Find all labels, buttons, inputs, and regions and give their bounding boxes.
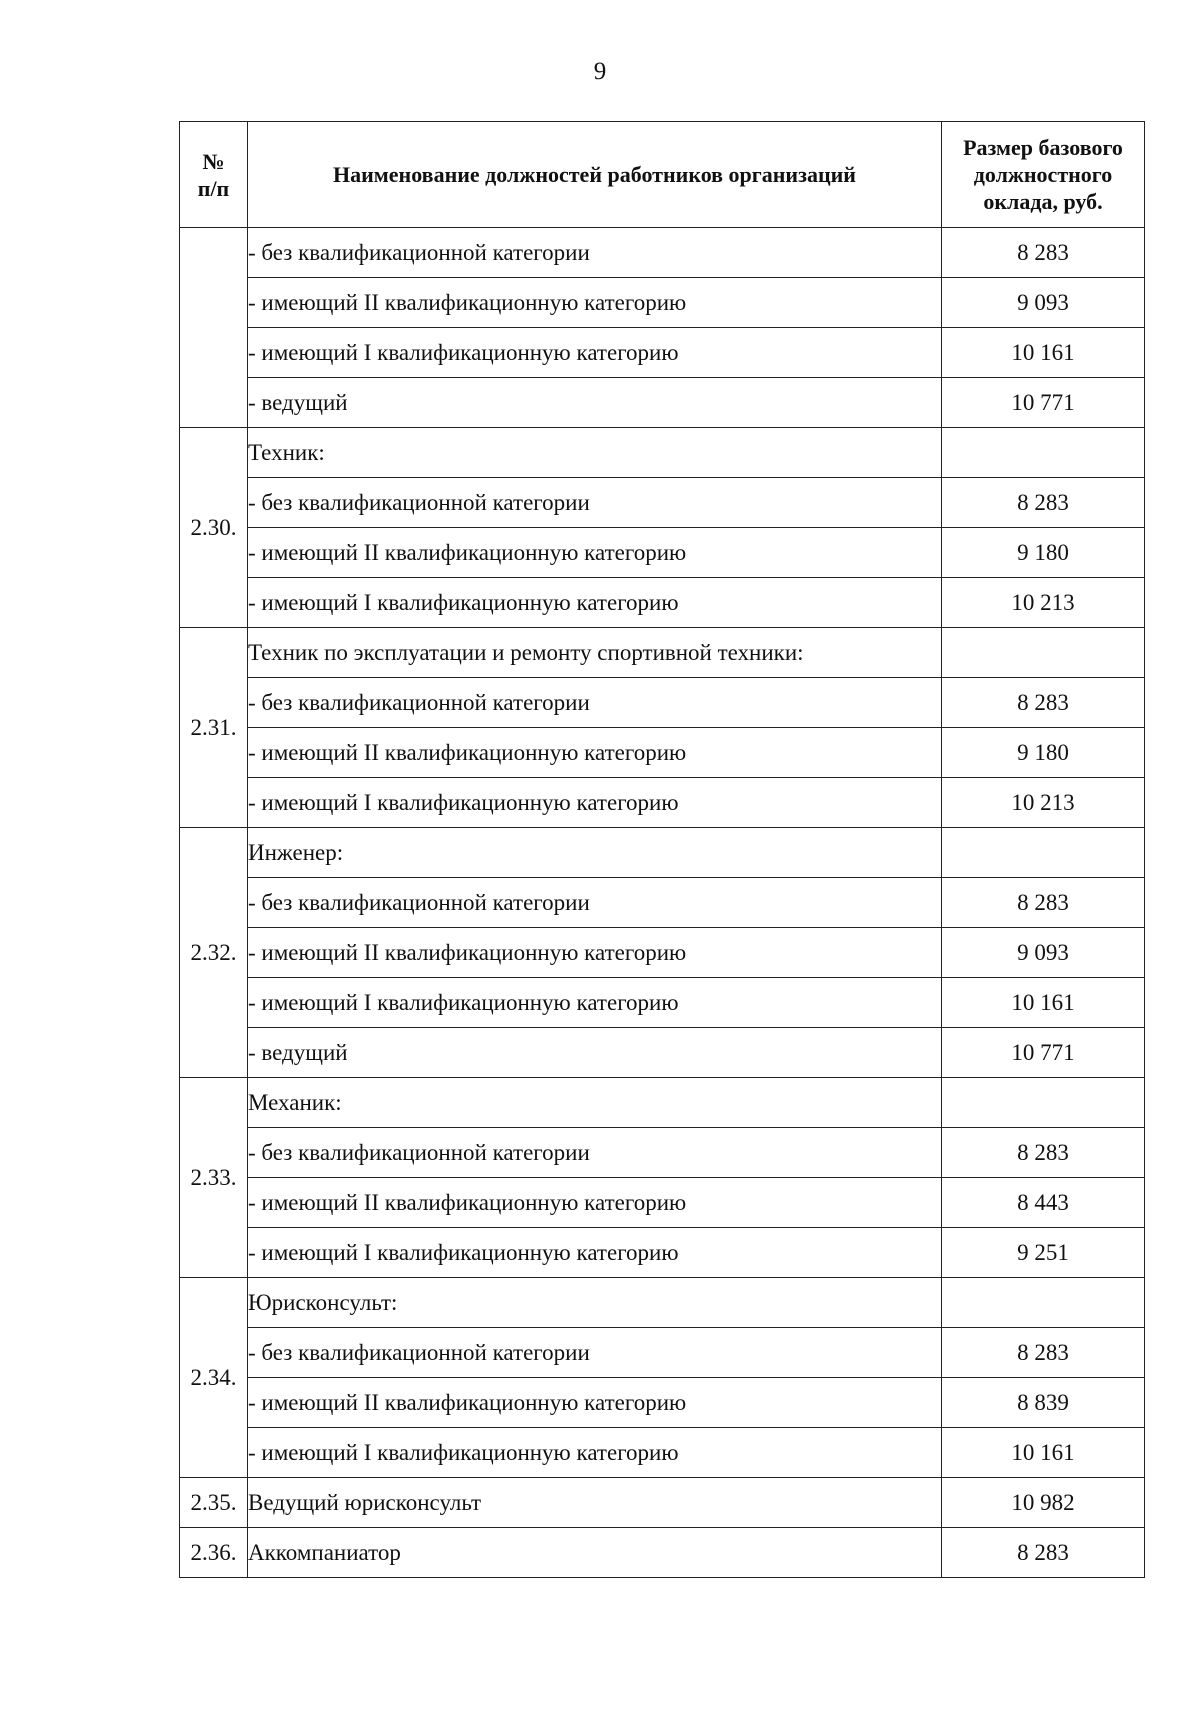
salary-amount: 8 283	[942, 878, 1145, 928]
salary-amount: 8 283	[942, 1328, 1145, 1378]
position-name: - ведущий	[248, 1028, 942, 1078]
table-row	[180, 728, 1145, 778]
salary-amount	[942, 1078, 1145, 1128]
table-row	[180, 228, 1145, 278]
table-body	[180, 228, 1145, 1578]
salary-amount: 10 771	[942, 1028, 1145, 1078]
table-row	[180, 928, 1145, 978]
position-name: - имеющий II квалификационную категорию	[248, 728, 942, 778]
position-name: Механик:	[248, 1078, 942, 1128]
position-name: Ведущий юрисконсульт	[248, 1478, 942, 1528]
position-name: - имеющий I квалификационную категорию	[248, 1228, 942, 1278]
table-row	[180, 828, 1145, 878]
position-name: - имеющий I квалификационную категорию	[248, 328, 942, 378]
table-row	[180, 1078, 1145, 1128]
position-name: - без квалификационной категории	[248, 228, 942, 278]
salary-amount: 8 443	[942, 1178, 1145, 1228]
table-row	[180, 1478, 1145, 1528]
position-name: - имеющий II квалификационную категорию	[248, 528, 942, 578]
salary-amount	[942, 628, 1145, 678]
salary-amount: 8 283	[942, 1528, 1145, 1578]
table-row	[180, 1328, 1145, 1378]
position-name: - ведущий	[248, 378, 942, 428]
table-row	[180, 378, 1145, 428]
position-name: - без квалификационной категории	[248, 478, 942, 528]
table-row	[180, 278, 1145, 328]
table-row	[180, 1278, 1145, 1328]
header-number-line: п/п	[197, 175, 230, 201]
header-number	[180, 122, 248, 228]
header-salary-line: Размер базового	[963, 135, 1123, 160]
position-name: - без квалификационной категории	[248, 1328, 942, 1378]
header-salary-line: оклада, руб.	[983, 189, 1103, 214]
salary-amount: 10 161	[942, 1428, 1145, 1478]
salary-amount	[942, 828, 1145, 878]
table-row	[180, 878, 1145, 928]
row-number: 2.33.	[180, 1078, 248, 1278]
row-number	[180, 228, 248, 428]
salary-amount	[942, 1278, 1145, 1328]
salary-amount: 9 093	[942, 278, 1145, 328]
header-number-line: №	[202, 148, 225, 174]
position-name: - имеющий I квалификационную категорию	[248, 978, 942, 1028]
position-name: - имеющий II квалификационную категорию	[248, 1178, 942, 1228]
position-name: - имеющий II квалификационную категорию	[248, 928, 942, 978]
table-row	[180, 328, 1145, 378]
position-name: Юрисконсульт:	[248, 1278, 942, 1328]
salary-amount: 9 180	[942, 528, 1145, 578]
salary-amount: 8 839	[942, 1378, 1145, 1428]
salary-amount: 9 180	[942, 728, 1145, 778]
position-name: Техник по эксплуатации и ремонту спортивной техники:	[248, 628, 942, 678]
table-row	[180, 1428, 1145, 1478]
table-row	[180, 628, 1145, 678]
table-row	[180, 428, 1145, 478]
table-row	[180, 1528, 1145, 1578]
position-name: Аккомпаниатор	[248, 1528, 942, 1578]
header-salary	[942, 122, 1145, 228]
table-row	[180, 1228, 1145, 1278]
salary-amount: 8 283	[942, 228, 1145, 278]
position-name: - имеющий II квалификационную категорию	[248, 278, 942, 328]
position-name: - без квалификационной категории	[248, 878, 942, 928]
row-number: 2.32.	[180, 828, 248, 1078]
page-number: 9	[593, 58, 607, 85]
salary-amount: 10 161	[942, 978, 1145, 1028]
row-number: 2.36.	[180, 1528, 248, 1578]
salary-amount: 10 161	[942, 328, 1145, 378]
salary-amount: 8 283	[942, 1128, 1145, 1178]
salary-amount: 10 213	[942, 578, 1145, 628]
salary-amount: 10 982	[942, 1478, 1145, 1528]
salary-amount: 9 251	[942, 1228, 1145, 1278]
table-row	[180, 528, 1145, 578]
salary-amount: 8 283	[942, 478, 1145, 528]
table-row	[180, 1178, 1145, 1228]
table-row	[180, 678, 1145, 728]
salary-table	[179, 121, 1145, 1578]
salary-amount: 9 093	[942, 928, 1145, 978]
table-row	[180, 978, 1145, 1028]
header-salary-line: должностного	[973, 162, 1113, 187]
table-row	[180, 478, 1145, 528]
header-row	[180, 122, 1145, 228]
table-row	[180, 1128, 1145, 1178]
row-number: 2.30.	[180, 428, 248, 628]
table-row	[180, 578, 1145, 628]
position-name: - без квалификационной категории	[248, 1128, 942, 1178]
salary-amount: 10 213	[942, 778, 1145, 828]
header-position-name: Наименование должностей работников организаций	[248, 122, 942, 228]
table-row	[180, 1028, 1145, 1078]
row-number: 2.34.	[180, 1278, 248, 1478]
salary-amount	[942, 428, 1145, 478]
table-header	[180, 122, 1145, 228]
position-name: Инженер:	[248, 828, 942, 878]
table-row	[180, 778, 1145, 828]
position-name: - имеющий I квалификационную категорию	[248, 1428, 942, 1478]
position-name: Техник:	[248, 428, 942, 478]
row-number: 2.31.	[180, 628, 248, 828]
position-name: - имеющий II квалификационную категорию	[248, 1378, 942, 1428]
table-row	[180, 1378, 1145, 1428]
salary-amount: 10 771	[942, 378, 1145, 428]
position-name: - без квалификационной категории	[248, 678, 942, 728]
position-name: - имеющий I квалификационную категорию	[248, 578, 942, 628]
position-name: - имеющий I квалификационную категорию	[248, 778, 942, 828]
row-number: 2.35.	[180, 1478, 248, 1528]
salary-amount: 8 283	[942, 678, 1145, 728]
